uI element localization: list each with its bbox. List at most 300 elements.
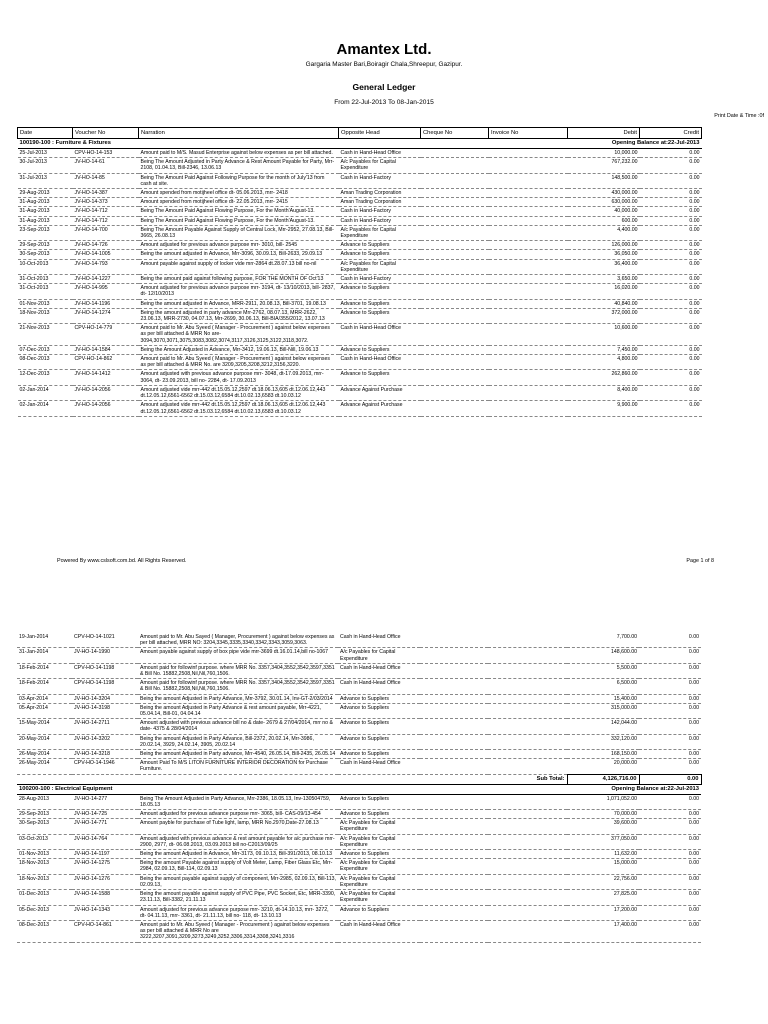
ledger-row bbox=[18, 370, 702, 385]
row-debit: 1,071,052.00 bbox=[567, 794, 639, 809]
report-title: General Ledger bbox=[352, 82, 416, 92]
row-cheque-no bbox=[421, 370, 489, 385]
ledger-row bbox=[17, 794, 701, 809]
col-opposite-head: Opposite Head bbox=[339, 128, 421, 139]
ledger-row bbox=[17, 734, 701, 749]
row-opposite-head: A/c Payables for Capital Expenditure bbox=[338, 648, 420, 663]
ledger-row bbox=[17, 648, 701, 663]
row-date: 12-Dec-2013 bbox=[18, 370, 73, 385]
row-debit: 10,000.00 bbox=[568, 149, 640, 158]
row-voucher-no: JV-HO-14-2711 bbox=[72, 719, 138, 734]
ledger-page-2 bbox=[0, 630, 768, 1024]
row-cheque-no bbox=[420, 920, 488, 942]
row-debit: 7,450.00 bbox=[568, 345, 640, 354]
row-credit: 0.00 bbox=[640, 241, 702, 250]
row-date: 25-Jul-2013 bbox=[18, 149, 73, 158]
row-opposite-head: Advance to Suppliers bbox=[339, 308, 421, 323]
row-narration: Being The Amount Adjusted in Party Advance & Rest Amount Payable for Party, Mrr-2108, 01.04.13, Bill-2346, 13.06.13 bbox=[139, 158, 339, 173]
row-cheque-no bbox=[420, 750, 488, 759]
ledger-row bbox=[17, 890, 701, 905]
row-credit: 0.00 bbox=[639, 890, 701, 905]
group-opening-balance: Opening Balance at:22-Jul-2013 bbox=[421, 139, 702, 149]
row-narration: Being The Amount Adjusted in Party Advance, Mrr-2386, 18.05.13, Inv-130504759, 18.05.13 bbox=[138, 794, 338, 809]
row-invoice-no bbox=[488, 648, 567, 663]
row-narration: Being The Amount Paid Against Flowing Purpose, For the Month'August-13. bbox=[139, 207, 339, 216]
row-date: 26-May-2014 bbox=[17, 750, 72, 759]
row-opposite-head: Advance Against Purchase bbox=[339, 401, 421, 416]
row-voucher-no: JV-HO-14-1990 bbox=[72, 648, 138, 663]
row-credit: 0.00 bbox=[640, 198, 702, 207]
row-invoice-no bbox=[488, 663, 567, 678]
row-date: 10-Oct-2013 bbox=[18, 259, 73, 274]
row-debit: 20,000.00 bbox=[567, 759, 639, 774]
row-narration: Being The Amount Paid Against Flowing Purpose, For the Month'August-13. bbox=[139, 216, 339, 225]
ledger-table-page-1 bbox=[17, 127, 702, 417]
row-debit: 315,000.00 bbox=[567, 703, 639, 718]
row-invoice-no bbox=[488, 810, 567, 819]
row-opposite-head: Advance to Suppliers bbox=[338, 719, 420, 734]
row-debit: 630,000.00 bbox=[568, 198, 640, 207]
row-date: 31-Aug-2013 bbox=[18, 216, 73, 225]
row-invoice-no bbox=[488, 890, 567, 905]
row-narration: Amount payble for purchase of Tube light, lamp, MRR No.2970,Date-27.08.13 bbox=[138, 819, 338, 834]
row-credit: 0.00 bbox=[639, 819, 701, 834]
row-invoice-no bbox=[489, 259, 568, 274]
footer-page-number: Page 1 of 8 bbox=[686, 558, 714, 564]
row-opposite-head: Cash in Hand-Factory bbox=[339, 173, 421, 188]
ledger-rows-page-2-electrical bbox=[17, 794, 701, 942]
row-cheque-no bbox=[420, 810, 488, 819]
row-narration: Amount Paid To M/S LITON FURNITURE INTERIOR DECORATION for Purchase Furniture. bbox=[138, 759, 338, 774]
row-voucher-no: CPV-HO-14-862 bbox=[73, 355, 139, 370]
row-narration: Amount adjusted for previous advance purpose mrr- 3065, bill- CAS-09/13-454 bbox=[138, 810, 338, 819]
row-invoice-no bbox=[488, 834, 567, 849]
group-header-electrical bbox=[17, 784, 701, 794]
row-narration: Being the amount Adjusted in Party advance, Mrr-4540, 26.05.14, Bill-2435, 26.05.14 bbox=[138, 750, 338, 759]
row-debit: 5,500.00 bbox=[567, 663, 639, 678]
row-voucher-no: JV-HO-14-3202 bbox=[72, 734, 138, 749]
row-cheque-no bbox=[421, 198, 489, 207]
col-debit: Debit bbox=[568, 128, 640, 139]
row-opposite-head: Cash in Hand-Head Office bbox=[339, 355, 421, 370]
row-narration: Being the amount adjusted in Advance, Mrr-3096, 30.09.13, Bill-2633, 29.09.13 bbox=[139, 250, 339, 259]
row-narration: Being the amount Adjusted in Party Advance, Mrr-3792, 30.01.14, Inv-GT-2/03/2014 bbox=[138, 694, 338, 703]
row-invoice-no bbox=[489, 207, 568, 216]
row-voucher-no: JV-HO-14-85 bbox=[73, 173, 139, 188]
row-voucher-no: CPV-HO-14-861 bbox=[72, 920, 138, 942]
row-invoice-no bbox=[489, 324, 568, 346]
row-cheque-no bbox=[421, 250, 489, 259]
row-cheque-no bbox=[420, 905, 488, 920]
row-credit: 0.00 bbox=[640, 308, 702, 323]
row-voucher-no: JV-HO-14-1276 bbox=[72, 874, 138, 889]
row-voucher-no: JV-HO-14-2056 bbox=[73, 401, 139, 416]
row-opposite-head: Advance to Suppliers bbox=[338, 905, 420, 920]
row-voucher-no: JV-HO-14-277 bbox=[72, 794, 138, 809]
row-credit: 0.00 bbox=[640, 189, 702, 198]
row-cheque-no bbox=[421, 207, 489, 216]
print-date-time: Print Date & Time :0f bbox=[714, 113, 764, 119]
col-credit: Credit bbox=[640, 128, 702, 139]
row-date: 29-Aug-2013 bbox=[18, 189, 73, 198]
row-cheque-no bbox=[420, 874, 488, 889]
row-debit: 9,900.00 bbox=[568, 401, 640, 416]
row-opposite-head: Cash in Hand-Factory bbox=[339, 275, 421, 284]
row-date: 29-Sep-2013 bbox=[17, 810, 72, 819]
row-opposite-head: Advance to Suppliers bbox=[339, 299, 421, 308]
ledger-row bbox=[17, 663, 701, 678]
row-invoice-no bbox=[488, 734, 567, 749]
row-debit: 17,400.00 bbox=[567, 920, 639, 942]
date-range: From 22-Jul-2013 To 08-Jan-2015 bbox=[334, 99, 434, 106]
row-cheque-no bbox=[421, 149, 489, 158]
ledger-rows-page-1 bbox=[18, 149, 702, 417]
row-debit: 40,840.00 bbox=[568, 299, 640, 308]
row-date: 30-Sep-2013 bbox=[18, 250, 73, 259]
row-narration: Being the amount Adjusted in Party Advance & rest amount payable, Mrr-4221, 05.04.14, Bill-01, 04.04.14 bbox=[138, 703, 338, 718]
row-cheque-no bbox=[421, 345, 489, 354]
row-voucher-no: JV-HO-14-1412 bbox=[73, 370, 139, 385]
row-voucher-no: JV-HO-14-2056 bbox=[73, 385, 139, 400]
row-invoice-no bbox=[488, 920, 567, 942]
row-voucher-no: JV-HO-14-712 bbox=[73, 207, 139, 216]
row-credit: 0.00 bbox=[639, 679, 701, 694]
row-credit: 0.00 bbox=[640, 355, 702, 370]
row-debit: 36,400.00 bbox=[568, 259, 640, 274]
ledger-row bbox=[18, 173, 702, 188]
row-debit: 332,120.00 bbox=[567, 734, 639, 749]
row-narration: Amount paid to Mr. Abu Syeed ( Manager - Procurement ) against below expenses as per bill attached & MRR No are-3094,3070,3071,3075,3083,3082,3074,3117,3126,3125,3122,3118,3072. bbox=[139, 324, 339, 346]
row-opposite-head: A/c Payables for Capital Expenditure bbox=[339, 225, 421, 240]
row-credit: 0.00 bbox=[639, 663, 701, 678]
row-voucher-no: JV-HO-14-1005 bbox=[73, 250, 139, 259]
row-cheque-no bbox=[421, 173, 489, 188]
row-voucher-no: JV-HO-14-712 bbox=[73, 216, 139, 225]
row-credit: 0.00 bbox=[640, 324, 702, 346]
ledger-row bbox=[17, 850, 701, 859]
row-opposite-head: A/c Payables for Capital Expenditure bbox=[338, 834, 420, 849]
row-date: 31-Jul-2013 bbox=[18, 173, 73, 188]
row-invoice-no bbox=[488, 859, 567, 874]
row-credit: 0.00 bbox=[640, 216, 702, 225]
ledger-row bbox=[18, 250, 702, 259]
ledger-row bbox=[18, 324, 702, 346]
row-debit: 168,150.00 bbox=[567, 750, 639, 759]
row-opposite-head: Cash in Hand-Head Office bbox=[338, 633, 420, 648]
row-cheque-no bbox=[420, 794, 488, 809]
row-invoice-no bbox=[489, 173, 568, 188]
row-opposite-head: Cash in Hand-Head Office bbox=[338, 679, 420, 694]
company-address: Gargaria Master Bari,Boiragir Chala,Shreepur, Gazipur. bbox=[305, 61, 463, 68]
row-voucher-no: JV-HO-14-1584 bbox=[73, 345, 139, 354]
row-invoice-no bbox=[488, 819, 567, 834]
row-voucher-no: JV-HO-14-1227 bbox=[73, 275, 139, 284]
row-invoice-no bbox=[489, 158, 568, 173]
row-cheque-no bbox=[420, 703, 488, 718]
group-opening-balance: Opening Balance at:22-Jul-2013 bbox=[420, 784, 701, 794]
row-credit: 0.00 bbox=[639, 734, 701, 749]
row-invoice-no bbox=[489, 225, 568, 240]
row-credit: 0.00 bbox=[639, 703, 701, 718]
row-voucher-no: JV-HO-14-373 bbox=[73, 198, 139, 207]
row-voucher-no: JV-HO-14-771 bbox=[72, 819, 138, 834]
row-narration: Amount adjusted with previous advance purpose mrr- 3048, dt-17.09.2013, mrr-3064, dt- 23.09.2013, bill no- 2284, dt- 17.09.2013 bbox=[139, 370, 339, 385]
row-invoice-no bbox=[488, 750, 567, 759]
row-invoice-no bbox=[489, 385, 568, 400]
row-voucher-no: CPV-HO-14-1946 bbox=[72, 759, 138, 774]
row-debit: 15,000.00 bbox=[567, 859, 639, 874]
row-narration: Amount adjusted for previous advance purpose mrr- 3210, dt-14.10.13, mrr- 3272, dt- 04.11.13, mrr- 3361, dt- 21.11.13, bill no- 118, dt- 13.10.13 bbox=[138, 905, 338, 920]
row-debit: 430,000.00 bbox=[568, 189, 640, 198]
row-voucher-no: JV-HO-14-387 bbox=[73, 189, 139, 198]
row-narration: Amount paid for followinf purpose. where MRR No. 3357,3404,3552,3542,3597,3351 & Bill No. 15882,2508,Nil,Nil,760,1506. bbox=[138, 663, 338, 678]
row-credit: 0.00 bbox=[639, 859, 701, 874]
row-voucher-no: JV-HO-14-726 bbox=[73, 241, 139, 250]
row-credit: 0.00 bbox=[640, 207, 702, 216]
row-voucher-no: JV-HO-14-793 bbox=[73, 259, 139, 274]
row-date: 15-May-2014 bbox=[17, 719, 72, 734]
col-narration: Narration bbox=[139, 128, 339, 139]
row-opposite-head: A/c Payables for Capital Expenditure bbox=[338, 819, 420, 834]
row-cheque-no bbox=[420, 679, 488, 694]
row-cheque-no bbox=[421, 355, 489, 370]
row-invoice-no bbox=[489, 189, 568, 198]
row-debit: 148,500.00 bbox=[568, 173, 640, 188]
ledger-row bbox=[17, 759, 701, 774]
row-debit: 4,800.00 bbox=[568, 355, 640, 370]
col-cheque-no: Cheque No bbox=[421, 128, 489, 139]
row-cheque-no bbox=[420, 734, 488, 749]
row-voucher-no: CPV-HO-14-1021 bbox=[72, 633, 138, 648]
row-narration: Amount adjusted for previous advance purpose mrr- 3010, bill- 2545 bbox=[139, 241, 339, 250]
row-voucher-no: JV-HO-14-1343 bbox=[72, 905, 138, 920]
row-voucher-no: JV-HO-14-1274 bbox=[73, 308, 139, 323]
col-voucher-no: Voucher No bbox=[73, 128, 139, 139]
row-opposite-head: Advance to Suppliers bbox=[338, 810, 420, 819]
row-credit: 0.00 bbox=[640, 275, 702, 284]
ledger-row bbox=[18, 299, 702, 308]
ledger-row bbox=[18, 345, 702, 354]
row-opposite-head: Cash in Hand-Head Office bbox=[338, 920, 420, 942]
ledger-row bbox=[17, 679, 701, 694]
row-date: 08-Dec-2013 bbox=[17, 920, 72, 942]
row-invoice-no bbox=[489, 308, 568, 323]
row-opposite-head: Advance to Suppliers bbox=[339, 241, 421, 250]
ledger-row bbox=[17, 694, 701, 703]
row-cheque-no bbox=[421, 308, 489, 323]
row-cheque-no bbox=[421, 241, 489, 250]
row-opposite-head: Aman Trading Corporation bbox=[339, 198, 421, 207]
row-cheque-no bbox=[420, 648, 488, 663]
row-credit: 0.00 bbox=[640, 401, 702, 416]
row-narration: Amount adjusted vide mrr-442 dt.15.05.12,2597 dt.18.06.13,605 dt.12.06.12,443 dt.12.05.12,6561-6562 dt.15.03.12,6584 dt.10.02.13,6583 dt.10.03.12 bbox=[139, 401, 339, 416]
row-debit: 39,600.00 bbox=[567, 819, 639, 834]
row-date: 26-May-2014 bbox=[17, 759, 72, 774]
row-narration: Amount paid to Mr. Abu Sayed ( Manager, Procurement ) against below expenses as per bill attached, MRR NO: 3204,3345,3335,3340,3342,3343,3059,3063. bbox=[138, 633, 338, 648]
row-invoice-no bbox=[489, 401, 568, 416]
row-opposite-head: Advance to Suppliers bbox=[338, 734, 420, 749]
row-opposite-head: A/c Payables for Capital Expenditure bbox=[338, 890, 420, 905]
row-narration: Being the amount Payable against supply of Volt Meter, Lamp, Fiber Glass Etc, Mrr-2984, 02.09.13, Bill-114, 02.09.13 bbox=[138, 859, 338, 874]
row-opposite-head: Advance to Suppliers bbox=[339, 250, 421, 259]
row-opposite-head: Advance to Suppliers bbox=[339, 370, 421, 385]
row-cheque-no bbox=[421, 284, 489, 299]
row-date: 20-May-2014 bbox=[17, 734, 72, 749]
row-date: 01-Nov-2013 bbox=[17, 850, 72, 859]
row-cheque-no bbox=[420, 663, 488, 678]
row-date: 02-Jan-2014 bbox=[18, 385, 73, 400]
company-name: Amantex Ltd. bbox=[336, 41, 432, 58]
row-narration: Amount spended from motijheel office dt- 22.05.2013, mrr- 2415 bbox=[139, 198, 339, 207]
row-voucher-no: JV-HO-14-1275 bbox=[72, 859, 138, 874]
row-date: 31-Jan-2014 bbox=[17, 648, 72, 663]
ledger-row bbox=[18, 259, 702, 274]
row-invoice-no bbox=[488, 703, 567, 718]
row-invoice-no bbox=[488, 905, 567, 920]
row-debit: 6,500.00 bbox=[567, 679, 639, 694]
group-title: 100200-100 : Electrical Equipment bbox=[17, 784, 420, 794]
row-date: 30-Jul-2013 bbox=[18, 158, 73, 173]
row-debit: 262,860.00 bbox=[568, 370, 640, 385]
row-voucher-no: CPV-HO-14-1198 bbox=[72, 663, 138, 678]
row-date: 19-Jan-2014 bbox=[17, 633, 72, 648]
row-voucher-no: CPV-HO-14-779 bbox=[73, 324, 139, 346]
row-credit: 0.00 bbox=[640, 345, 702, 354]
row-date: 18-Feb-2014 bbox=[17, 679, 72, 694]
row-debit: 36,050.00 bbox=[568, 250, 640, 259]
row-date: 08-Dec-2013 bbox=[18, 355, 73, 370]
ledger-table-page-2 bbox=[17, 633, 702, 943]
row-invoice-no bbox=[489, 250, 568, 259]
row-credit: 0.00 bbox=[639, 874, 701, 889]
group-header-furniture bbox=[18, 139, 702, 149]
row-credit: 0.00 bbox=[640, 385, 702, 400]
row-opposite-head: Cash in Hand-Factory bbox=[339, 216, 421, 225]
row-cheque-no bbox=[420, 694, 488, 703]
row-date: 03-Oct-2013 bbox=[17, 834, 72, 849]
row-credit: 0.00 bbox=[639, 759, 701, 774]
row-narration: Amount paid to Mr. Abu Syeed ( Manager - Procurement ) against below expenses as per bill attached & MRR No are 3222,3207,3091,3209,3273,3249,3252,3306,3314,3308,3241,3316 bbox=[138, 920, 338, 942]
subtotal-label: Sub Total: bbox=[536, 776, 565, 783]
row-credit: 0.00 bbox=[639, 633, 701, 648]
row-voucher-no: JV-HO-14-700 bbox=[73, 225, 139, 240]
row-date: 18-Nov-2013 bbox=[17, 859, 72, 874]
row-opposite-head: A/c Payables for Capital Expenditure bbox=[338, 859, 420, 874]
row-voucher-no: JV-HO-14-3204 bbox=[72, 694, 138, 703]
row-narration: Amount payable against supply of locker vide mrr-2864 dt.28.07.13 bill no-nil bbox=[139, 259, 339, 274]
row-narration: Amount payable against supply of box pipe vide mrr-3699 dt.16.01.14,bill no-1067 bbox=[138, 648, 338, 663]
row-debit: 4,400.00 bbox=[568, 225, 640, 240]
row-cheque-no bbox=[421, 401, 489, 416]
ledger-row bbox=[17, 750, 701, 759]
row-invoice-no bbox=[489, 216, 568, 225]
row-opposite-head: Advance to Suppliers bbox=[338, 850, 420, 859]
row-invoice-no bbox=[489, 299, 568, 308]
ledger-row bbox=[18, 225, 702, 240]
row-invoice-no bbox=[489, 241, 568, 250]
row-debit: 377,050.00 bbox=[567, 834, 639, 849]
row-credit: 0.00 bbox=[640, 225, 702, 240]
row-credit: 0.00 bbox=[640, 299, 702, 308]
row-narration: Being The Amount Paid Against Following Purpose for the month of July'13 from cash at site. bbox=[139, 173, 339, 188]
row-invoice-no bbox=[489, 284, 568, 299]
row-cheque-no bbox=[421, 385, 489, 400]
row-date: 01-Nov-2013 bbox=[18, 299, 73, 308]
table-header-row bbox=[18, 128, 702, 139]
row-date: 21-Nov-2013 bbox=[18, 324, 73, 346]
subtotal-debit: 4,126,716.00 bbox=[567, 774, 639, 784]
row-date: 18-Nov-2013 bbox=[18, 308, 73, 323]
row-narration: Amount paid to M/S. Masud Enterprise against below expenses as per bill attached. bbox=[139, 149, 339, 158]
row-date: 05-Dec-2013 bbox=[17, 905, 72, 920]
ledger-row bbox=[17, 905, 701, 920]
ledger-row bbox=[18, 401, 702, 416]
row-date: 23-Sep-2013 bbox=[18, 225, 73, 240]
row-invoice-no bbox=[488, 633, 567, 648]
row-opposite-head: Advance to Suppliers bbox=[339, 345, 421, 354]
row-invoice-no bbox=[489, 355, 568, 370]
row-narration: Being the amount Adjusted in Advance, Mrr-3173, 09.10.13, Bill-391/2013, 08.10.13 bbox=[138, 850, 338, 859]
row-opposite-head: Advance to Suppliers bbox=[338, 750, 420, 759]
row-debit: 16,020.00 bbox=[568, 284, 640, 299]
page-gap bbox=[0, 580, 768, 630]
row-opposite-head: Advance Against Purchase bbox=[339, 385, 421, 400]
row-voucher-no: JV-HO-14-3198 bbox=[72, 703, 138, 718]
row-cheque-no bbox=[420, 890, 488, 905]
row-voucher-no: CPV-HO-14-1198 bbox=[72, 679, 138, 694]
row-opposite-head: Cash in Hand-Head Office bbox=[339, 324, 421, 346]
row-date: 02-Jan-2014 bbox=[18, 401, 73, 416]
row-voucher-no: JV-HO-14-1196 bbox=[73, 299, 139, 308]
row-narration: Amount paid to Mr. Abu Syeed ( Manager - Procurement ) against below expenses as per bill attached & MRR No. are 3209,3205,3208,3212,3156,3220. bbox=[139, 355, 339, 370]
row-narration: Being the amount payable against supply of component, Mrr-2985, 02.09.13, Bill-113, 02.09.13, bbox=[140, 875, 336, 888]
row-debit: 27,825.00 bbox=[567, 890, 639, 905]
row-opposite-head: Advance to Suppliers bbox=[338, 794, 420, 809]
row-opposite-head: Advance to Suppliers bbox=[338, 703, 420, 718]
ledger-row bbox=[17, 920, 701, 942]
row-cheque-no bbox=[420, 633, 488, 648]
row-cheque-no bbox=[420, 859, 488, 874]
row-voucher-no: JV-HO-14-3218 bbox=[72, 750, 138, 759]
ledger-row bbox=[17, 859, 701, 874]
row-debit: 70,000.00 bbox=[567, 810, 639, 819]
subtotal-row bbox=[17, 774, 701, 784]
col-invoice-no: Invoice No bbox=[489, 128, 568, 139]
row-credit: 0.00 bbox=[639, 719, 701, 734]
row-credit: 0.00 bbox=[640, 158, 702, 173]
row-date: 31-Oct-2013 bbox=[18, 275, 73, 284]
row-debit: 372,000.00 bbox=[568, 308, 640, 323]
row-invoice-no bbox=[488, 719, 567, 734]
row-narration: Being the amount Adjusted in Party Advance, Bill-2372, 20.02.14, Mrr-3986, 20.02.14, 3929, 24.02.14, 3905, 20.02.14 bbox=[138, 734, 338, 749]
row-narration: Amount adjusted vide mrr-442 dt.15.05.12,2597 dt.18.06.13,605 dt.12.06.12,443 dt.12.05.12,6561-6562 dt.15.03.12,6584 dt.10.02.13,6583 dt.10.03.12 bbox=[139, 385, 339, 400]
row-date: 31-Aug-2013 bbox=[18, 207, 73, 216]
row-opposite-head: Cash in Hand-Head Office bbox=[338, 759, 420, 774]
row-cheque-no bbox=[420, 719, 488, 734]
ledger-row bbox=[17, 633, 701, 648]
row-cheque-no bbox=[421, 189, 489, 198]
row-voucher-no: JV-HO-14-61 bbox=[73, 158, 139, 173]
footer-powered-by: Powered By www.cslsoft.com.bd. All Rights Reserved. bbox=[57, 558, 187, 564]
ledger-row bbox=[18, 216, 702, 225]
row-date: 28-Aug-2013 bbox=[17, 794, 72, 809]
row-voucher-no: JV-HO-14-1197 bbox=[72, 850, 138, 859]
row-invoice-no bbox=[489, 345, 568, 354]
row-debit: 148,600.00 bbox=[567, 648, 639, 663]
ledger-row bbox=[18, 385, 702, 400]
row-date: 01-Dec-2013 bbox=[17, 890, 72, 905]
ledger-row bbox=[17, 810, 701, 819]
